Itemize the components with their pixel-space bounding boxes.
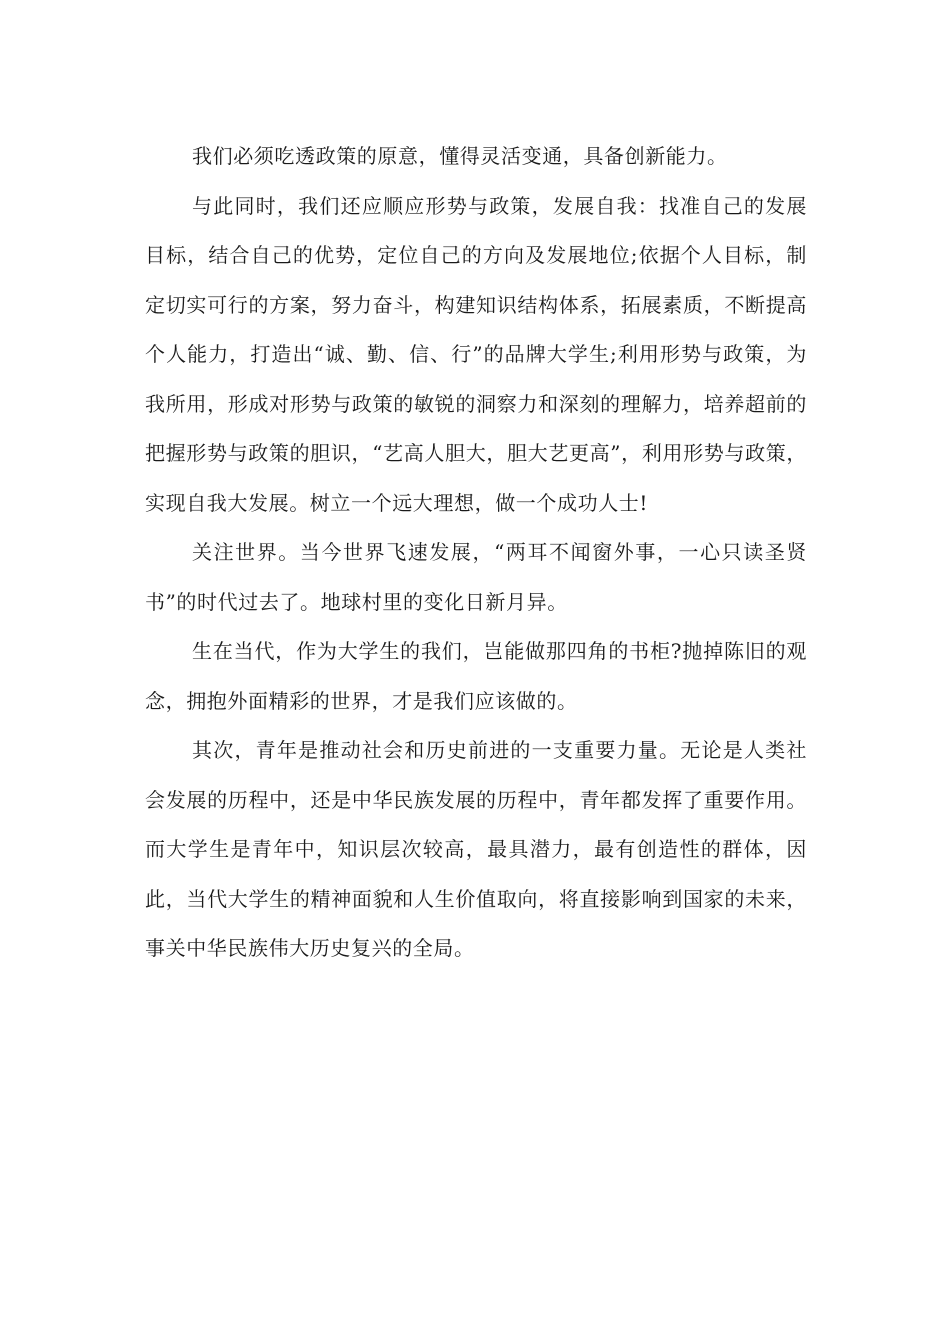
document-body [145,132,807,974]
paragraph-1: 我们必须吃透政策的原意，懂得灵活变通，具备创新能力。 [192,144,728,168]
paragraph-4: 生在当代，作为大学生的我们，岂能做那四角的书柜?抛掉陈旧的观念，拥抱外面精彩的世界，才是我们应该做的。 [145,639,807,713]
paragraph-3: 关注世界。当今世界飞速发展，“两耳不闻窗外事，一心只读圣贤书”的时代过去了。地球村里的变化日新月异。 [145,540,807,614]
paragraph-5: 其次，青年是推动社会和历史前进的一支重要力量。无论是人类社会发展的历程中，还是中华民族发展的历程中，青年都发挥了重要作用。而大学生是青年中，知识层次较高，最具潜力，最有创造性的群体，因此，当代大学生的精神面貌和人生价值取向，将直接影响到国家的未来，事关中华民族伟大历史复兴的全局。 [145,738,807,960]
paragraph-2: 与此同时，我们还应顺应形势与政策，发展自我：找准自己的发展目标，结合自己的优势，定位自己的方向及发展地位;依据个人目标，制定切实可行的方案，努力奋斗，构建知识结构体系，拓展素质，不断提高个人能力，打造出“诚、勤、信、行”的品牌大学生;利用形势与政策，为我所用，形成对形势与政策的敏锐的洞察力和深刻的理解力，培养超前的把握形势与政策的胆识，“艺高人胆大，胆大艺更高”，利用形势与政策，实现自我大发展。树立一个远大理想，做一个成功人士! [145,193,807,515]
